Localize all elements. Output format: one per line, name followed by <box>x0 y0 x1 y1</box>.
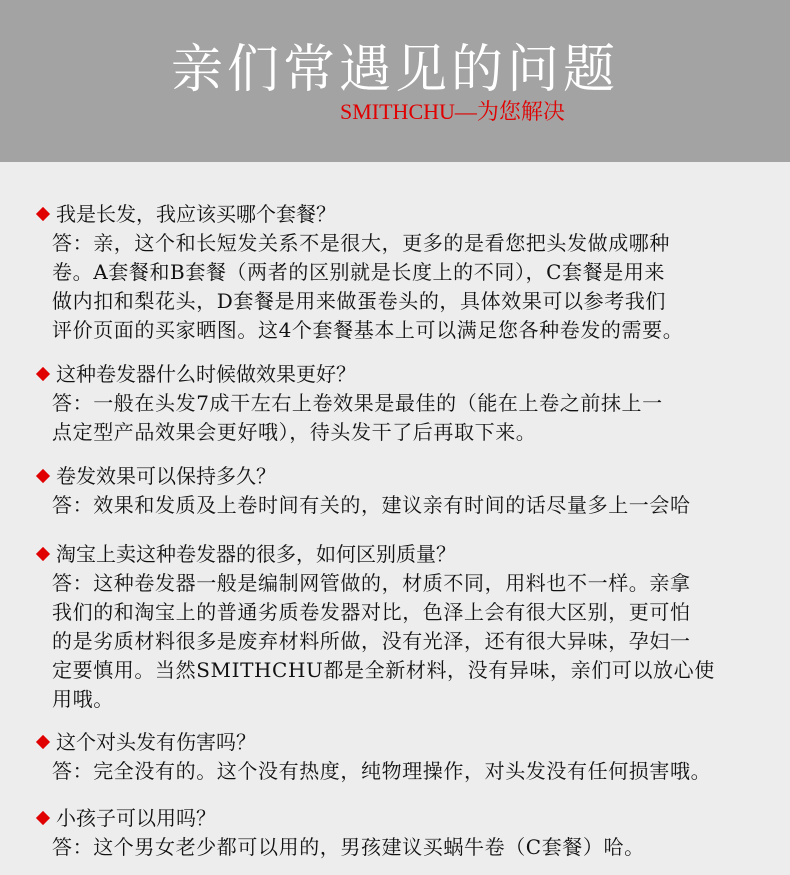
answer-line: 答：完全没有的。这个没有热度，纯物理操作，对头发没有任何损害哦。 <box>52 759 712 783</box>
header-banner <box>0 0 790 162</box>
answer-line: 点定型产品效果会更好哦），待头发干了后再取下来。 <box>52 420 537 444</box>
red-diamond-icon <box>36 547 50 561</box>
answer-line: 答：这个男女老少都可以用的，男孩建议买蜗牛卷（C套餐）哈。 <box>52 835 645 859</box>
answer-line: 的是劣质材料很多是废弃材料所做，没有光泽，还有很大异味，孕妇一 <box>52 629 691 653</box>
faq-item <box>0 804 787 862</box>
faq-question-text: 这种卷发器什么时候做效果更好？ <box>56 362 356 386</box>
faq-question-text: 小孩子可以用吗？ <box>56 806 216 830</box>
answer-line: 我们的和淘宝上的普通劣质卷发器对比，色泽上会有很大区别，更可怕 <box>52 600 691 624</box>
faq-answer <box>52 569 787 714</box>
faq-question <box>36 360 787 389</box>
red-diamond-icon <box>36 811 50 825</box>
answer-line: 做内扣和梨花头，D套餐是用来做蛋卷头的，具体效果可以参考我们 <box>52 289 667 313</box>
answer-line: 评价页面的买家晒图。这4个套餐基本上可以满足您各种卷发的需要。 <box>52 318 684 342</box>
faq-answer <box>52 833 787 862</box>
faq-answer <box>52 757 787 786</box>
answer-line: 定要慎用。当然SMITHCHU都是全新材料，没有异味，亲们可以放心使 <box>52 658 715 682</box>
red-diamond-icon <box>36 469 50 483</box>
faq-question <box>36 728 787 757</box>
faq-answer <box>52 389 787 447</box>
faq-question-text: 这个对头发有伤害吗？ <box>56 730 256 754</box>
answer-line: 答：一般在头发7成干左右上卷效果是最佳的（能在上卷之前抹上一 <box>52 391 663 415</box>
faq-item <box>0 360 787 447</box>
faq-question-text: 卷发效果可以保持多久？ <box>56 464 276 488</box>
faq-question <box>36 540 787 569</box>
page-title: 亲们常遇见的问题 <box>170 40 619 100</box>
faq-item <box>0 728 787 786</box>
faq-item <box>0 462 787 520</box>
red-diamond-icon <box>36 367 50 381</box>
answer-line: 答：亲，这个和长短发关系不是很大，更多的是看您把头发做成哪种 <box>52 231 670 255</box>
faq-item <box>0 200 787 345</box>
faq-question-text: 我是长发，我应该买哪个套餐？ <box>56 202 336 226</box>
faq-answer <box>52 229 787 345</box>
faq-answer <box>52 491 787 520</box>
answer-line: 用哦。 <box>52 687 114 711</box>
answer-line: 答：效果和发质及上卷时间有关的，建议亲有时间的话尽量多上一会哈 <box>52 493 691 517</box>
red-diamond-icon <box>36 735 50 749</box>
faq-question <box>36 200 787 229</box>
answer-line: 答：这种卷发器一般是编制网管做的，材质不同，用料也不一样。亲拿 <box>52 571 691 595</box>
faq-question <box>36 804 787 833</box>
answer-line: 卷。A套餐和B套餐（两者的区别就是长度上的不同），C套餐是用来 <box>52 260 666 284</box>
faq-item <box>0 540 787 714</box>
faq-question-text: 淘宝上卖这种卷发器的很多，如何区别质量？ <box>56 542 456 566</box>
page-subtitle: SMITHCHU—为您解决 <box>340 99 565 124</box>
red-diamond-icon <box>36 207 50 221</box>
faq-question <box>36 462 787 491</box>
